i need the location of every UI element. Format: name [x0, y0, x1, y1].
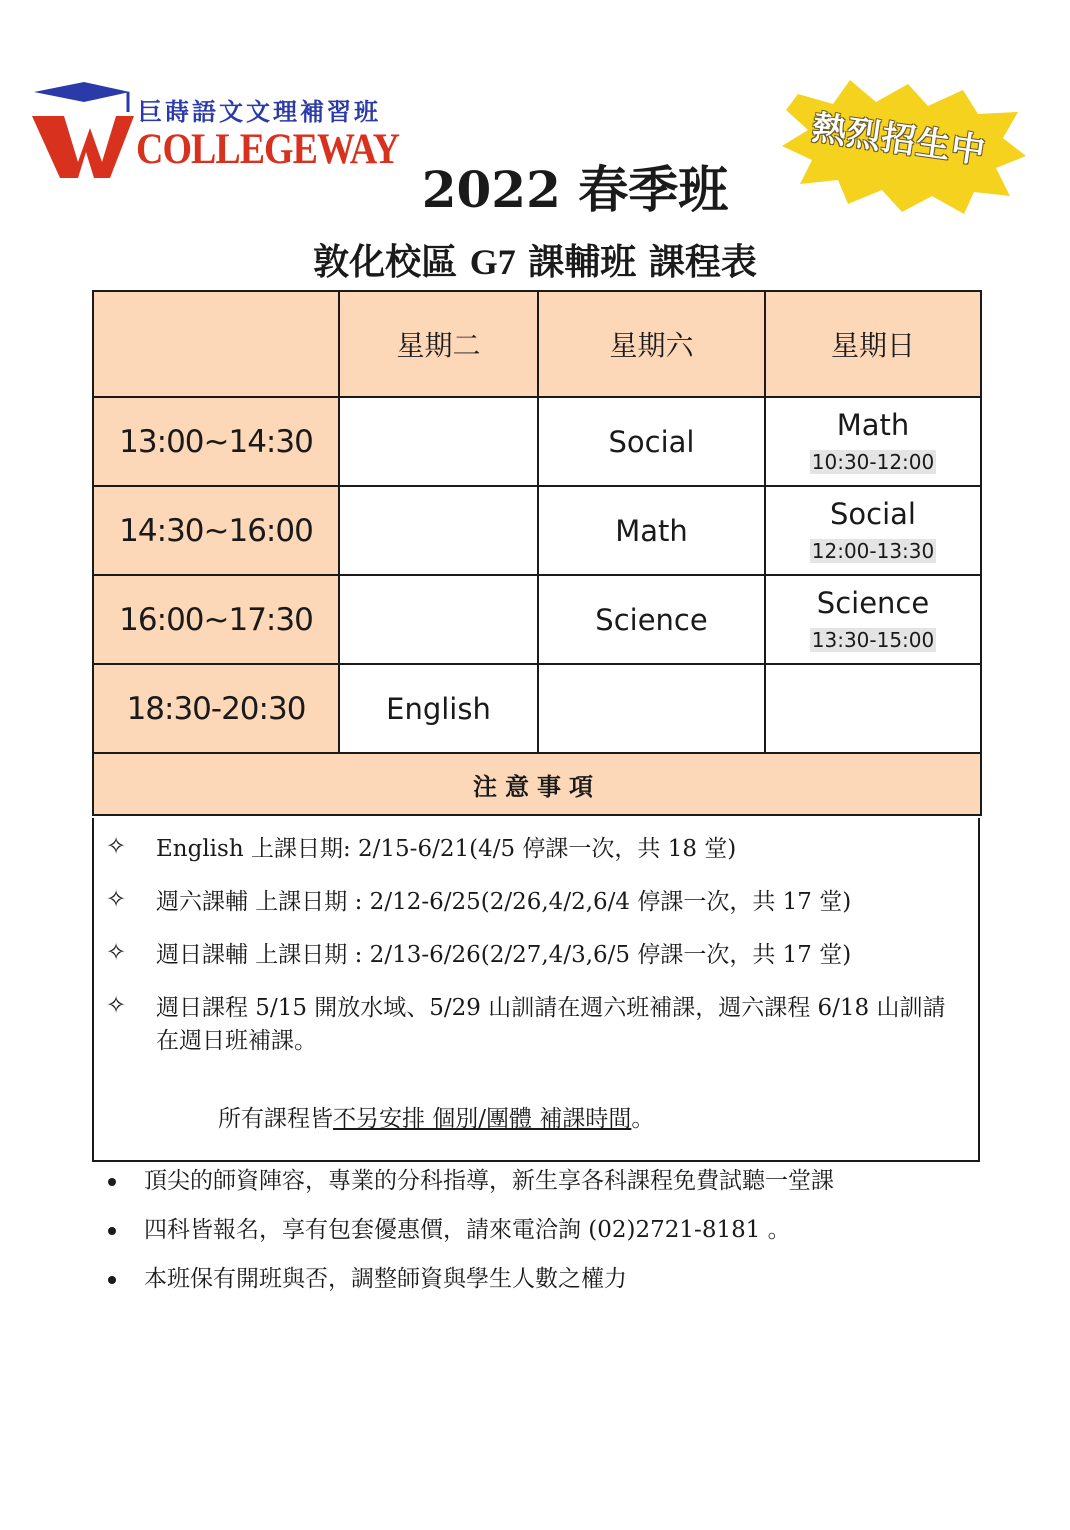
sunday-subject: Science [816, 585, 930, 620]
tuesday-cell: English [339, 664, 538, 753]
sunday-time: 12:00-13:30 [811, 538, 935, 563]
subtitle-rest: 課輔班 課程表 [528, 242, 757, 283]
bullet-text: 四科皆報名，享有包套優惠價，請來電洽詢 (02)2721-8181 。 [144, 1217, 791, 1243]
list-item [100, 1212, 1000, 1261]
sunday-subject: Social [830, 496, 916, 531]
table-row [93, 397, 981, 486]
time-cell: 16:00~17:30 [93, 575, 339, 664]
table-row [93, 486, 981, 575]
notes-box [92, 818, 980, 1162]
saturday-cell: Social [538, 397, 765, 486]
subtitle-campus: 敦化校區 [313, 242, 458, 283]
list-item [100, 1261, 1000, 1310]
makeup-policy-emphasis: 不另安排 個別/團體 補課時間 [333, 1106, 632, 1132]
sunday-time: 13:30-15:00 [811, 627, 935, 652]
note-item: English 上課日期: 2/15-6/21(4/5 停課一次，共 18 堂) [156, 836, 737, 862]
four-point-star-icon: ✧ [106, 832, 127, 860]
page-subtitle [0, 234, 1070, 285]
makeup-policy-suffix: 。 [631, 1106, 655, 1132]
time-cell: 13:00~14:30 [93, 397, 339, 486]
makeup-policy [218, 1100, 654, 1133]
bullet-dot-icon [108, 1276, 116, 1284]
saturday-cell [538, 664, 765, 753]
header-cell-tuesday: 星期二 [339, 291, 538, 397]
logo-english-name: COLLEGEWAY [136, 125, 400, 174]
page-title: 2022 春季班 [421, 160, 729, 219]
header-cell-empty [93, 291, 339, 397]
list-item [100, 1163, 1000, 1212]
table-row [93, 664, 981, 753]
notes-heading: 注意事項 [93, 753, 981, 815]
tuesday-cell [339, 397, 538, 486]
sunday-subject: Math [836, 407, 910, 442]
sunday-time: 10:30-12:00 [811, 449, 935, 474]
note-item: 週日課程 5/15 開放水域、5/29 山訓請在週六班補課，週六課程 6/18 山訓請在週日班補課。 [156, 995, 946, 1054]
bullet-text: 頂尖的師資陣容，專業的分科指導，新生享各科課程免費試聽一堂課 [144, 1168, 834, 1194]
four-point-star-icon: ✧ [106, 991, 127, 1019]
badge-text: 熱烈招生中 [809, 107, 989, 172]
table-header-row [93, 291, 981, 397]
bullet-dot-icon [108, 1227, 116, 1235]
note-item: 週日課輔 上課日期 : 2/13-6/26(2/27,4/3,6/5 停課一次，共 17 堂) [156, 942, 852, 968]
makeup-policy-prefix: 所有課程皆 [218, 1106, 333, 1132]
tuesday-cell [339, 575, 538, 664]
note-item: 週六課輔 上課日期 : 2/12-6/25(2/26,4/2,6/4 停課一次，共 17 堂) [156, 889, 852, 915]
header-cell-saturday: 星期六 [538, 291, 765, 397]
table-row [93, 575, 981, 664]
sunday-cell [765, 664, 981, 753]
header-cell-sunday: 星期日 [765, 291, 981, 397]
info-bullets [100, 1163, 1000, 1310]
sunday-cell [765, 486, 981, 575]
saturday-cell: Science [538, 575, 765, 664]
four-point-star-icon: ✧ [106, 885, 127, 913]
time-cell: 14:30~16:00 [93, 486, 339, 575]
time-cell: 18:30-20:30 [93, 664, 339, 753]
notes-heading-row [93, 753, 981, 815]
saturday-cell: Math [538, 486, 765, 575]
logo-chinese-name: 巨蒔語文文理補習班 [138, 97, 381, 126]
subtitle-class: G7 [469, 242, 516, 282]
schedule-table [92, 290, 982, 816]
bullet-text: 本班保有開班與否，調整師資與學生人數之權力 [144, 1266, 627, 1292]
sunday-cell [765, 397, 981, 486]
tuesday-cell [339, 486, 538, 575]
four-point-star-icon: ✧ [106, 938, 127, 966]
bullet-dot-icon [108, 1178, 116, 1186]
sunday-cell [765, 575, 981, 664]
